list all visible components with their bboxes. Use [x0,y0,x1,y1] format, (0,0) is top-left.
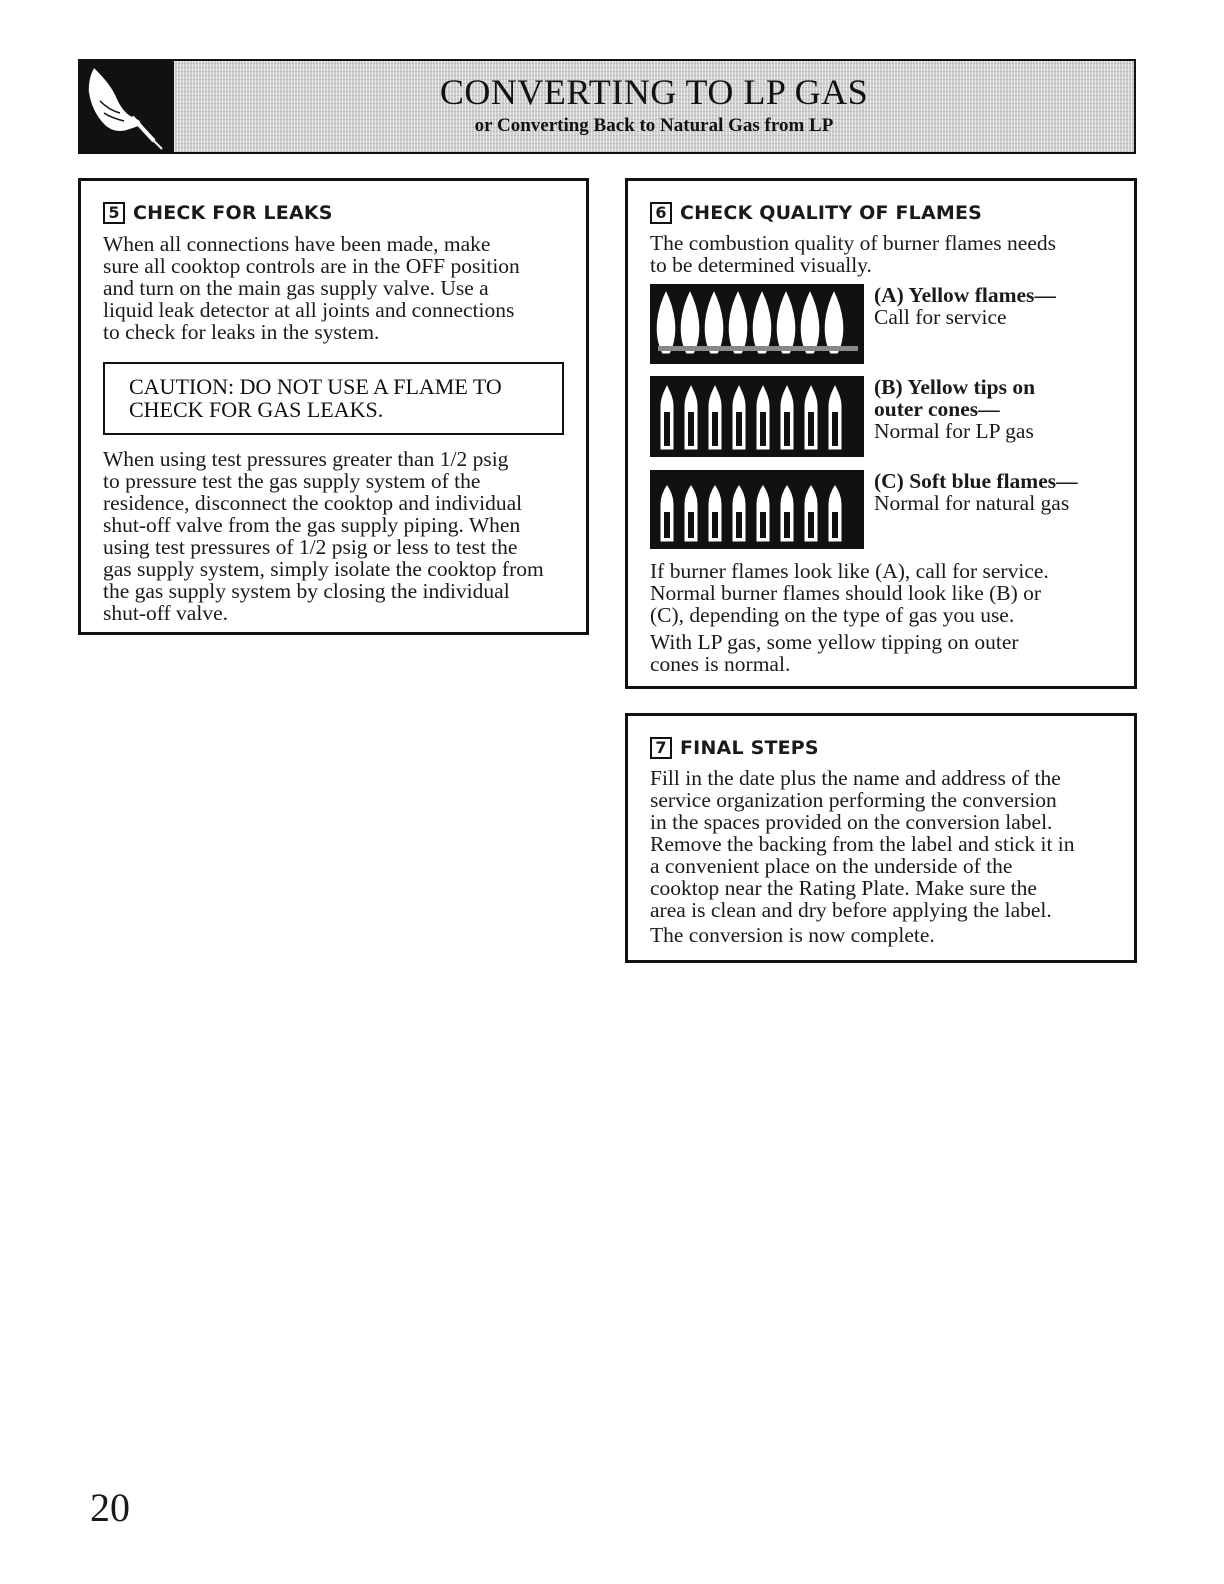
flame-c-desc: Normal for natural gas [874,491,1070,515]
flame-a-title: (A) Yellow flames— [874,283,1056,307]
text-line: liquid leak detector at all joints and connections [103,298,515,322]
caution-line: CHECK FOR GAS LEAKS. [129,397,384,422]
step-7-number: 7 [650,737,672,759]
step-7-title: FINAL STEPS [680,737,819,759]
step-7-paragraph-2 [650,924,935,946]
text-line: sure all cooktop controls are in the OFF position [103,254,520,278]
banner-icon-box [80,61,174,152]
text-line: to check for leaks in the system. [103,320,380,344]
text-line: Fill in the date plus the name and address of the [650,766,1061,790]
caution-box [103,362,564,435]
caution-line: CAUTION: DO NOT USE A FLAME TO [129,374,502,399]
text-line: If burner flames look like (A), call for service. [650,559,1049,583]
page-title: CONVERTING TO LP GAS [439,72,869,112]
flame-a-label [874,284,1114,328]
text-line: When all connections have been made, make [103,232,491,256]
step-5-title: CHECK FOR LEAKS [133,202,333,224]
text-line: The combustion quality of burner flames needs [650,231,1057,255]
text-line: residence, disconnect the cooktop and individual [103,491,523,515]
step-6-box [625,178,1137,689]
step-6-heading [650,202,982,224]
text-line: (C), depending on the type of gas you use. [650,603,1015,627]
yellow-tips-flames-image [650,376,864,457]
text-line: using test pressures of 1/2 psig or less to test the [103,535,518,559]
text-line: the gas supply system by closing the individual [103,579,510,603]
text-line: a convenient place on the underside of the [650,854,1013,878]
flame-c-label [874,470,1114,514]
step-6-paragraph-2 [650,631,1019,675]
text-line: When using test pressures greater than 1/2 psig [103,447,509,471]
step-6-intro [650,232,1056,276]
flame-b-title-line: outer cones— [874,397,1000,421]
flame-a-desc: Call for service [874,305,1007,329]
step-7-paragraph-1 [650,767,1075,921]
text-line: shut-off valve. [103,601,228,625]
step-5-box [78,178,589,635]
header-banner [78,59,1136,154]
step-5-number: 5 [103,202,125,224]
step-6-paragraph-1 [650,560,1049,626]
text-line: With LP gas, some yellow tipping on outer [650,630,1019,654]
text-line: area is clean and dry before applying the label. [650,898,1052,922]
page-number: 20 [90,1485,130,1530]
text-line: Remove the backing from the label and stick it in [650,832,1075,856]
text-line: to be determined visually. [650,253,872,277]
flame-b-label [874,376,1114,442]
step-5-paragraph-2 [103,448,544,624]
step-5-paragraph-1 [103,233,520,343]
step-7-box [625,713,1137,963]
soft-blue-flames-image [650,470,864,549]
flame-b-desc: Normal for LP gas [874,419,1034,443]
text-line: Normal burner flames should look like (B) or [650,581,1042,605]
hand-with-screwdriver-icon [80,61,174,152]
yellow-flames-image [650,284,864,364]
text-line: in the spaces provided on the conversion label. [650,810,1053,834]
text-line: gas supply system, simply isolate the cooktop from [103,557,544,581]
step-5-heading [103,202,333,224]
text-line: and turn on the main gas supply valve. Use a [103,276,489,300]
text-line: service organization performing the conversion [650,788,1057,812]
step-6-number: 6 [650,202,672,224]
text-line: cooktop near the Rating Plate. Make sure the [650,876,1037,900]
step-6-title: CHECK QUALITY OF FLAMES [680,202,983,224]
page-subtitle: or Converting Back to Natural Gas from LP [474,115,834,136]
text-line: shut-off valve from the gas supply piping. When [103,513,521,537]
flame-c-title: (C) Soft blue flames— [874,469,1078,493]
text-line: cones is normal. [650,652,791,676]
step-7-heading [650,737,819,759]
text-line: to pressure test the gas supply system of the [103,469,481,493]
text-line: The conversion is now complete. [650,923,935,947]
flame-b-title-line: (B) Yellow tips on [874,375,1036,399]
